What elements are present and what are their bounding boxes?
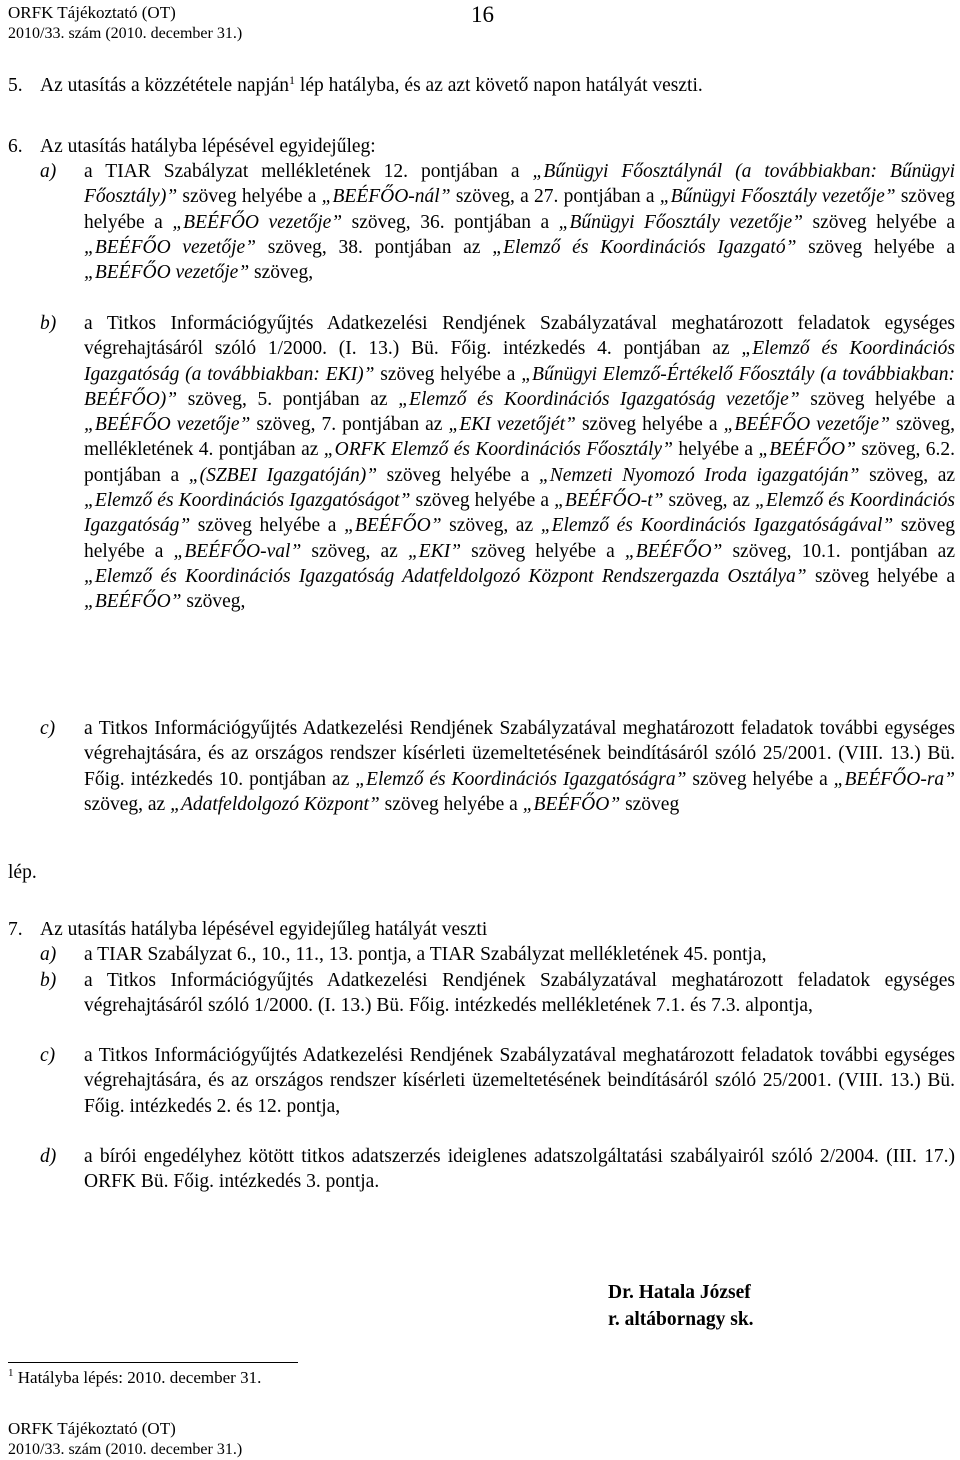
text-run: szöveg helyébe a xyxy=(177,186,322,208)
footer-issue: 2010/33. szám (2010. december 31.) xyxy=(8,1441,243,1458)
signature-block xyxy=(608,1279,754,1333)
text-run: szöveg, az xyxy=(663,490,755,512)
section-5-number: 5. xyxy=(8,75,23,96)
quoted-term: „BEÉFŐO” xyxy=(84,591,182,613)
footnote-reference[interactable]: 1 xyxy=(289,73,296,87)
quoted-term: „Elemző és Koordinációs Igazgatóság” xyxy=(84,490,956,537)
item-text xyxy=(84,311,955,615)
text-run: szöveg xyxy=(620,793,680,815)
quoted-term: „(SZBEI Igazgatóján)” xyxy=(188,464,378,486)
footnote-separator xyxy=(8,1362,298,1363)
text-run: szöveg, mellékletének 4. pontjában az xyxy=(84,414,956,461)
text-run: szöveg helyébe a xyxy=(190,515,345,537)
quoted-term: „Elemző és Koordinációs Igazgatóság Adatfeldolgozó Központ Rendszergazda Osztálya” xyxy=(84,565,807,587)
section-6-item-c xyxy=(40,716,955,817)
section-6-item-b xyxy=(40,311,955,615)
signatory-name: Dr. Hatala József xyxy=(608,1282,751,1303)
item-text: a TIAR Szabályzat 6., 10., 11., 13. pontja, a TIAR Szabályzat mellékletének 45. pontja, xyxy=(84,944,767,965)
section-7-item-a xyxy=(40,942,955,967)
item-text xyxy=(84,716,955,817)
quoted-term: „Bűnügyi Főosztálynál (a továbbiakban: Bűnügyi Főosztály)” xyxy=(84,161,955,208)
quoted-term: „BEÉFŐO-nál” xyxy=(321,186,451,208)
quoted-term: „BEÉFŐO vezetője” xyxy=(84,414,251,436)
quoted-term: „Nemzeti Nyomozó Iroda igazgatóján” xyxy=(538,464,860,486)
text-run: szöveg helyébe a xyxy=(575,414,724,436)
text-run: szöveg, 5. pontjában az xyxy=(177,388,399,410)
quoted-term: „ORFK Elemző és Koordinációs Főosztály” xyxy=(323,439,673,461)
text-run: szöveg helyébe a xyxy=(803,211,955,233)
item-label: a) xyxy=(40,161,57,182)
section-7-item-d xyxy=(40,1144,955,1195)
text-run: szöveg, az xyxy=(301,540,408,562)
section-7-intro xyxy=(8,917,955,942)
footnote xyxy=(8,1367,261,1389)
text-run: szöveg helyébe a xyxy=(84,186,955,233)
quoted-term: „Elemző és Koordinációs Igazgatóság (a továbbiakban: EKI)” xyxy=(84,338,955,385)
quoted-term: „Bűnügyi Főosztály vezetője” xyxy=(558,211,804,233)
section-5-text-a: Az utasítás a közzététele napján xyxy=(40,75,290,96)
text-run: a Titkos Információgyűjtés Adatkezelési Rendjének Szabályzatával meghatározott feladatok egységes végrehajtásáról szóló 1/2000. (I. 13.) Bü. Főig. intézkedés 4. pontjában az xyxy=(84,313,955,360)
quoted-term: „Elemző és Koordinációs Igazgatóságra” xyxy=(355,768,687,790)
quoted-term: „BEÉFŐO vezetője” xyxy=(84,236,257,258)
quoted-term: „BEÉFŐO-t” xyxy=(554,490,664,512)
quoted-term: „BEÉFŐO vezetője” xyxy=(84,262,250,284)
section-7-intro-text: Az utasítás hatályba lépésével egyidejűleg hatályát veszti xyxy=(40,919,488,940)
quoted-term: „Elemző és Koordinációs Igazgató” xyxy=(492,236,797,258)
text-run: szöveg, xyxy=(181,591,246,613)
page-number: 16 xyxy=(471,2,494,27)
quoted-term: „Bűnügyi Elemző-Értékelő Főosztály (a továbbiakban: BEÉFŐO)” xyxy=(84,363,955,410)
text-run: szöveg helyébe a xyxy=(377,464,539,486)
quoted-term: „Elemző és Koordinációs Igazgatóság vezetője” xyxy=(398,388,800,410)
quoted-term: „BEÉFŐO” xyxy=(758,439,856,461)
signatory-title: r. altábornagy sk. xyxy=(608,1309,754,1330)
item-text: a Titkos Információgyűjtés Adatkezelési Rendjének Szabályzatával meghatározott feladatok egységes végrehajtásáról szóló 1/2000. (I. 13.) Bü. Főig. intézkedés mellékletének 7.1. és 7.3. alpontja, xyxy=(84,970,955,1017)
text-run: szöveg, 36. pontjában a xyxy=(342,211,559,233)
quoted-term: „BEÉFŐO vezetője” xyxy=(172,211,343,233)
text-run: szöveg helyébe a xyxy=(84,515,956,562)
text-run: szöveg, az xyxy=(441,515,541,537)
item-text xyxy=(84,159,955,285)
section-5 xyxy=(8,73,955,98)
item-text: a Titkos Információgyűjtés Adatkezelési Rendjének Szabályzatával meghatározott feladatok további egységes végrehajtására, és az országos rendszer kísérleti üzemeltetésének beindításáról szóló 25/2001. (VIII. 13.) Bü. Főig. intézkedés 2. és 12. pontja, xyxy=(84,1045,955,1117)
text-run: szöveg helyébe a xyxy=(796,236,956,258)
text-run: szöveg, 10.1. pontjában az xyxy=(722,540,955,562)
item-label: d) xyxy=(40,1146,57,1167)
quoted-term: „BEÉFŐO-val” xyxy=(173,540,302,562)
document-footer xyxy=(8,1418,242,1460)
text-run: szöveg, az xyxy=(859,464,956,486)
item-label: b) xyxy=(40,970,57,991)
quoted-term: „EKI vezetőjét” xyxy=(448,414,576,436)
text-run: szöveg helyébe a xyxy=(461,540,625,562)
item-label: c) xyxy=(40,718,56,739)
text-run: szöveg helyébe a xyxy=(410,490,555,512)
quoted-term: „BEÉFŐO” xyxy=(344,515,442,537)
item-label: b) xyxy=(40,313,57,334)
section-6-closing: lép. xyxy=(8,862,37,883)
footer-publication: ORFK Tájékoztató (OT) xyxy=(8,1419,176,1438)
text-run: szöveg helyébe a xyxy=(379,793,523,815)
text-run: szöveg helyébe a xyxy=(686,768,834,790)
quoted-term: „BEÉFŐO-ra” xyxy=(833,768,956,790)
footnote-number: 1 xyxy=(8,1367,14,1379)
header-issue: 2010/33. szám (2010. december 31.) xyxy=(8,25,243,42)
header-publication: ORFK Tájékoztató (OT) xyxy=(8,3,176,22)
quoted-term: „BEÉFŐO” xyxy=(624,540,723,562)
item-label: c) xyxy=(40,1045,56,1066)
text-run: a Titkos Információgyűjtés Adatkezelési Rendjének Szabályzatával meghatározott feladatok további egységes végrehajtására, és az országos rendszer kísérleti üzemeltetésének beindításáról szóló 25/2001. (VIII. 13.) Bü. Főig. intézkedés 10. pontjában az xyxy=(84,718,955,790)
text-run: helyébe a xyxy=(672,439,759,461)
quoted-term: „Elemző és Koordinációs Igazgatóságával” xyxy=(540,515,894,537)
section-6-intro-text: Az utasítás hatályba lépésével egyidejűleg: xyxy=(40,136,376,157)
section-7-number: 7. xyxy=(8,919,23,940)
footnote-text: Hatályba lépés: 2010. december 31. xyxy=(13,1368,262,1387)
quoted-term: „BEÉFŐO vezetője” xyxy=(723,414,890,436)
quoted-term: „BEÉFŐO” xyxy=(522,793,621,815)
text-run: szöveg helyébe a xyxy=(806,565,956,587)
quoted-term: „EKI” xyxy=(407,540,462,562)
section-7-item-b xyxy=(40,968,955,1019)
quoted-term: „Adatfeldolgozó Központ” xyxy=(170,793,380,815)
section-5-text-b: lép hatályba, és az azt követő napon hatályát veszti. xyxy=(295,75,703,96)
text-run: szöveg, az xyxy=(84,793,171,815)
quoted-term: „Bűnügyi Főosztály vezetője” xyxy=(659,186,896,208)
text-run: szöveg, xyxy=(249,262,314,284)
section-6-number: 6. xyxy=(8,136,23,157)
item-label: a) xyxy=(40,944,57,965)
text-run: szöveg, 7. pontjában az xyxy=(250,414,449,436)
section-7-item-c xyxy=(40,1043,955,1119)
text-run: a TIAR Szabályzat mellékletének 12. pontjában a xyxy=(84,161,533,182)
text-run: szöveg, 6.2. pontjában a xyxy=(84,439,956,486)
text-run: szöveg helyébe a xyxy=(374,363,522,385)
section-6-item-a xyxy=(40,159,955,285)
document-header xyxy=(8,2,242,44)
section-6-intro xyxy=(8,134,955,159)
quoted-term: „Elemző és Koordinációs Igazgatóságot” xyxy=(84,490,411,512)
text-run: szöveg, a 27. pontjában a xyxy=(450,186,660,208)
text-run: szöveg helyébe a xyxy=(799,388,956,410)
item-text: a bírói engedélyhez kötött titkos adatszerzés ideiglenes adatszolgáltatási szabályairól szóló 2/2004. (III. 17.) ORFK Bü. Főig. intézkedés 3. pontja. xyxy=(84,1146,955,1193)
text-run: szöveg, 38. pontjában az xyxy=(256,236,493,258)
